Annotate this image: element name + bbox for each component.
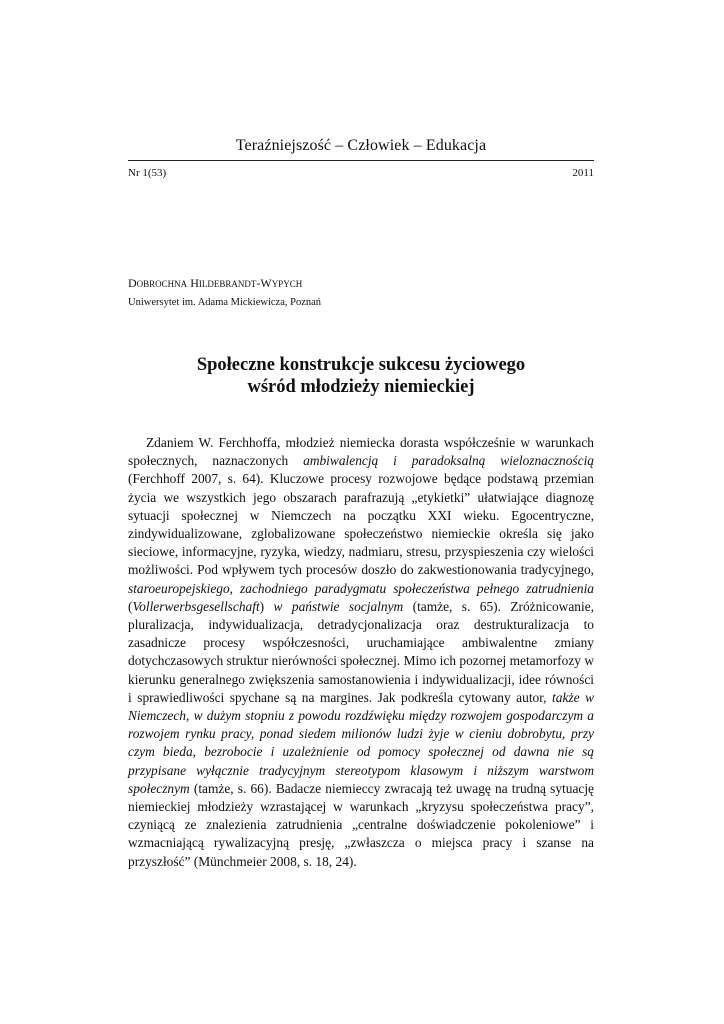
article-title-line1: Społeczne konstrukcje sukcesu życiowego bbox=[196, 355, 526, 375]
italic-run: także w Niemczech, w dużym stopniu z powodu rozdźwięku między rozwojem gospodarczym a rozwojem rynku pracy, ponad siedem milionów ludzi żyje w cieniu dobrobytu, przy czym bieda, bezrobocie i uzależnienie od pomocy społecznej od dawna nie są przypisane wyłącznie tradycyjnym stereotypom klasowym i niższym warstwom społecznym bbox=[128, 689, 594, 796]
text-run: (tamże, s. 65). Zróżnicowanie, pluralizacja, indywidualizacja, detradycjonalizacja oraz destrukturalizacja to zasadnicze procesy współczesności, uruchamiające ambiwalentne zmiany dotychczasowych struktur nierówności społecznej. Mimo ich pozornej metamorfozy w kierunku generalnego zwiększenia samostanowienia i indywidualizacji, idee równości i sprawiedliwości spychane są na margines. Jak podkreśla cytowany autor, bbox=[128, 598, 594, 705]
issue-number: Nr 1(53) bbox=[128, 167, 167, 179]
text-run: (Ferchhoff 2007, s. 64). Kluczowe procesy rozwojowe będące podstawą przemian życia we wszystkich jego obszarach parafrazują „etykietki” ułatwiające diagnozę sytuacji społecznej w Niemczech na początku XXI wieku. Egocentryczne, zindywidualizowane, zglobalizowane społeczeństwo niemieckie określa się jako sieciowe, informacyjne, ryzyka, wiedzy, nadmiaru, stresu, przyspieszenia czy wielości możliwości. Pod wpływem tych procesów doszło do zakwestionowania tradycyjnego, bbox=[128, 471, 594, 578]
author-first-rest: OBROCHNA bbox=[136, 279, 188, 289]
text-run: Zdaniem W. Ferchhoffa, młodzież niemiecka dorasta współcześnie w warunkach społecznych, naznaczonych bbox=[128, 435, 594, 469]
italic-run: ambiwalencją i paradoksalną wieloznacznością bbox=[303, 453, 594, 469]
italic-run: w państwie socjalnym bbox=[273, 598, 404, 614]
author-last2-rest: YPYCH bbox=[271, 279, 303, 289]
article-title bbox=[128, 354, 594, 398]
text-run: ( bbox=[128, 598, 133, 614]
paragraph bbox=[128, 434, 594, 871]
article-body bbox=[128, 434, 594, 871]
publication-year: 2011 bbox=[572, 167, 594, 179]
italic-run: Vollerwerbsgesellschaft bbox=[132, 598, 260, 614]
author-last-initial: H bbox=[190, 276, 199, 290]
article-title-line2: wśród młodzieży niemieckiej bbox=[247, 377, 475, 397]
author-name: DOBROCHNA HILDEBRANDT-WYPYCH bbox=[128, 276, 303, 290]
author-affiliation: Uniwersytet im. Adama Mickiewicza, Poznań bbox=[128, 297, 322, 308]
text-run: (tamże, s. 66). Badacze niemieccy zwracają też uwagę na trudną sytuację niemieckiej młodzieży wzrastającej w warunkach „kryzysu społeczeństwa pracy”, czyniącą ze znalezienia zatrudnienia „centralne doświadczenie pokoleniowe” i wzmacniającą rywalizacyjną presję, „zwłaszcza o miejsca pracy i szanse na przyszłość” (Münchmeier 2008, s. 18, 24). bbox=[128, 780, 594, 869]
author-last-rest: ILDEBRANDT bbox=[198, 279, 257, 289]
author-last2-initial: W bbox=[260, 276, 272, 290]
text-run: ) bbox=[259, 598, 274, 614]
journal-title: Teraźniejszość – Człowiek – Edukacja bbox=[235, 137, 487, 154]
header-rule bbox=[128, 160, 594, 161]
author-first-initial: D bbox=[128, 276, 137, 290]
italic-run: staroeuropejskiego, zachodniego paradygmatu społeczeństwa pełnego zatrudnienia bbox=[128, 580, 594, 596]
